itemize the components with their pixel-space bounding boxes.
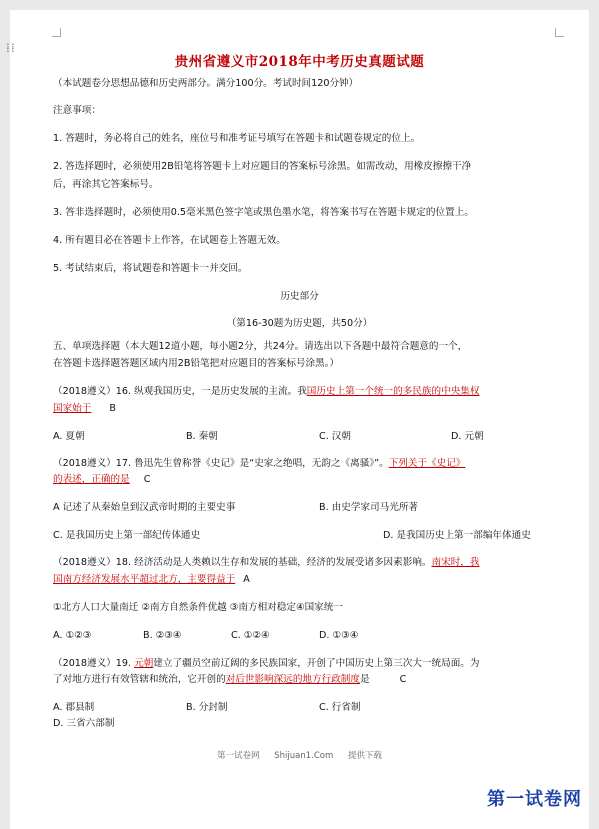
question-17-line-2 [53,473,150,486]
question-17-line-1 [53,457,465,470]
question-19-text-cont: 建立了疆员空前辽阔的多民族国家，开创了中国历史上第三次大一统局面。为 [153,658,480,669]
question-16-highlight: 国历史上第一个统一的多民族的中央集权 [306,386,480,397]
question-17-answer: C [143,474,151,485]
question-16-option-d: D. 元朝 [451,431,484,442]
question-16-answer: B [109,403,116,414]
question-18-highlight: 南宋时，我 [431,557,480,568]
section-title: 历史部分 [280,291,319,302]
question-19-answer: C [399,674,407,685]
question-16-line-1 [53,385,479,398]
question-16-text: （2018遵义）16. 纵观我国历史，一是历史发展的主流。我 [53,386,307,397]
document-page [10,10,589,829]
intro-text: （本试题卷分思想品德和历史两部分。满分100分。考试时间120分钟） [53,78,359,89]
notice-3: 3. 答非选择题时，必须使用0.5毫米黑色签字笔或黑色墨水笔，将答案书写在答题卡规定的位置上。 [53,207,474,218]
question-17-option-b: B. 由史学家司马光所著 [319,502,419,513]
question-16-line-2 [53,402,116,415]
question-19-text-suffix: 是 [360,674,370,685]
question-18-option-a: A. ①②③ [53,630,92,641]
question-19-text-line-2: 了对地方进行有效管辖和统治，它开创的 [53,674,226,685]
question-19-highlight: 元朝 [134,658,154,669]
question-17-option-d: D. 是我国历史上第一部编年体通史 [383,530,531,541]
question-16-option-a: A. 夏朝 [53,431,85,442]
question-18-option-c: C. ①②④ [231,630,270,641]
part-five-line-2: 在答题卡选择题答题区域内用2B铅笔把对应题目的答案标号涂黑。） [53,358,340,369]
question-18-factors: ①北方人口大量南迁 ②南方自然条件优越 ③南方相对稳定④国家统一 [53,602,343,613]
question-19-line-1 [53,657,479,670]
question-17-highlight-cont: 的表述，正确的是 [53,474,130,485]
footer-note: 提供下载 [347,751,382,761]
question-18-highlight-cont: 国南方经济发展水平超过北方，主要得益于 [53,574,236,585]
question-16-highlight-cont: 国家始于 [53,403,92,414]
question-16-option-b: B. 秦朝 [186,431,218,442]
footer-domain: Shijuan1.Com [274,751,334,761]
question-17-highlight: 下列关于《史记》 [388,458,466,469]
part-five-line-1: 五、单项选择题（本大题12道小题，每小题2分，共24分。请选出以下各题中最符合题意的一个， [53,341,468,352]
question-19-option-b: B. 分封制 [186,702,228,713]
notice-1: 1. 答题时，务必将自己的姓名，座位号和准考证号填写在答题卡和试题卷规定的位上。 [53,133,421,144]
question-17-text: （2018遵义）17. 鲁迅先生曾称誉《史记》是“史家之绝唱，无韵之《离骚》”。 [53,458,389,469]
page-corner-mark-left [52,28,61,37]
page-footer [10,749,589,761]
drag-handle-icon[interactable]: ⁞⁞ [6,41,16,55]
page-corner-mark-right [555,28,564,37]
site-watermark: 第一试卷网 [487,789,582,810]
notice-2: 2. 答选择题时，必须使用2B铅笔将答题卡上对应题目的答案标号涂黑。如需改动，用橡皮擦擦干净 [53,161,472,172]
question-17-option-a: A 记述了从秦始皇到汉武帝时期的主要史事 [53,502,236,513]
footer-site-name: 第一试卷网 [217,751,260,761]
question-18-answer: A [243,574,250,585]
question-19-line-2 [53,673,406,686]
question-19-option-c: C. 行省制 [319,702,361,713]
question-19-highlight-2: 对后世影响深远的地方行政制度 [225,674,360,685]
question-19-text: （2018遵义）19. [53,658,135,669]
question-16-option-c: C. 汉朝 [319,431,351,442]
question-18-line-2 [53,573,250,586]
document-title: 贵州省遵义市2018年中考历史真题试题 [174,54,425,70]
question-18-text: （2018遵义）18. 经济活动是人类赖以生存和发展的基础，经济的发展受诸多因素影响。 [53,557,432,568]
question-17-option-c: C. 是我国历史上第一部纪传体通史 [53,530,201,541]
question-18-option-d: D. ①③④ [319,630,359,641]
question-18-option-b: B. ②③④ [143,630,182,641]
question-18-line-1 [53,556,479,569]
notice-5: 5. 考试结束后，将试题卷和答题卡一并交回。 [53,263,248,274]
question-19-option-d: D. 三省六部制 [53,718,115,729]
section-subtitle: （第16-30题为历史题，共50分） [226,318,373,329]
notice-2-cont: 后，再涂其它答案标号。 [53,179,159,190]
notice-heading: 注意事项： [53,105,101,116]
notice-4: 4. 所有题目必在答题卡上作答，在试题卷上答题无效。 [53,235,286,246]
question-19-option-a: A. 郡县制 [53,702,95,713]
